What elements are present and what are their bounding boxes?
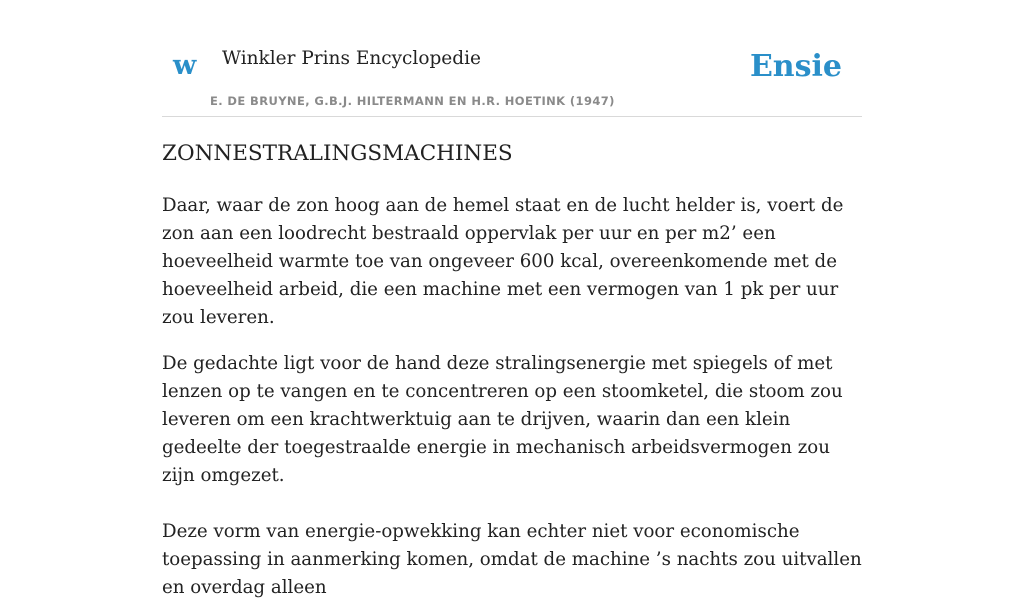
article-paragraph: De gedachte ligt voor de hand deze stralingsenergie met spiegels of met lenzen op te vangen en te concentreren op een stoomketel, die stoom zou leveren om een krachtwerktuig aan te drijven, waarin dan een klein gedeelte der toegestraalde energie in mechanisch arbeidsvermogen zou zijn omgezet. xyxy=(162,353,843,486)
site-header xyxy=(162,40,862,117)
article-paragraph: Daar, waar de zon hoog aan de hemel staat en de lucht helder is, voert de zon aan een loodrecht bestraald oppervlak per uur en per m2’ een hoeveelheid warmte toe van ongeveer 600 kcal, overeenkomende met de hoeveelheid arbeid, die een machine met een vermogen van 1 pk per uur zou leveren. xyxy=(162,195,844,328)
site-title: Winkler Prins Encyclopedie xyxy=(222,48,481,69)
ensie-brand-logo[interactable]: Ensie xyxy=(749,49,842,84)
article-paragraph: Deze vorm van energie-opwekking kan echter niet voor economische toepassing in aanmerking komen, omdat de machine ’s nachts zou uitvallen en overdag alleen xyxy=(162,521,862,598)
article-title: ZONNESTRALINGSMACHINES xyxy=(162,141,513,166)
article-body xyxy=(162,192,862,602)
winkler-prins-logo[interactable]: w xyxy=(173,50,197,81)
authors-byline: E. DE BRUYNE, G.B.J. HILTERMANN EN H.R. HOETINK (1947) xyxy=(210,94,615,108)
